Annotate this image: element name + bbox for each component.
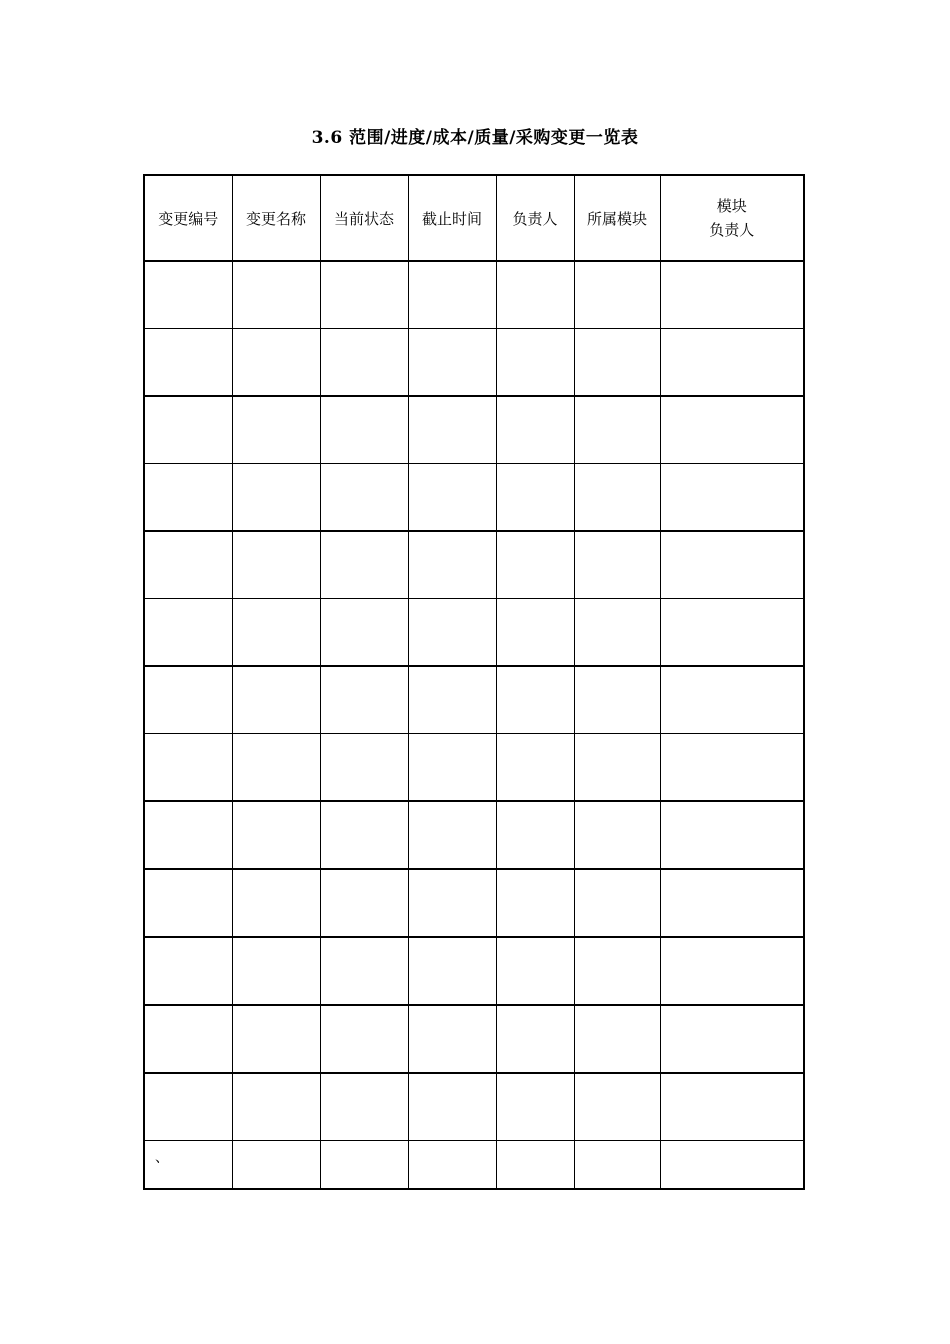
table-cell xyxy=(574,801,660,869)
header-module-owner-line2: 负责人 xyxy=(709,221,755,239)
table-cell xyxy=(496,599,574,667)
table-row xyxy=(144,666,804,734)
table-row xyxy=(144,396,804,464)
table-row xyxy=(144,599,804,667)
table-cell xyxy=(232,666,320,734)
table-cell xyxy=(496,666,574,734)
table-cell xyxy=(144,396,232,464)
table-cell xyxy=(232,937,320,1005)
table-cell xyxy=(408,531,496,599)
table-cell xyxy=(320,1005,408,1073)
table-cell xyxy=(660,531,804,599)
table-cell xyxy=(320,329,408,397)
table-cell xyxy=(574,261,660,329)
table-cell xyxy=(574,937,660,1005)
table-row xyxy=(144,801,804,869)
table-cell xyxy=(144,666,232,734)
table-cell xyxy=(496,1141,574,1190)
table-cell xyxy=(496,1005,574,1073)
table-cell xyxy=(320,734,408,802)
table-cell xyxy=(320,937,408,1005)
table-cell xyxy=(320,396,408,464)
table-cell xyxy=(144,599,232,667)
table-row xyxy=(144,464,804,532)
table-cell xyxy=(660,1073,804,1141)
header-change-name: 变更名称 xyxy=(232,175,320,261)
header-owner: 负责人 xyxy=(496,175,574,261)
table-cell xyxy=(232,1141,320,1190)
table-row xyxy=(144,531,804,599)
table-cell xyxy=(660,1005,804,1073)
table-cell xyxy=(320,531,408,599)
table-cell xyxy=(320,464,408,532)
table-cell xyxy=(496,1073,574,1141)
table-cell xyxy=(660,396,804,464)
table-cell xyxy=(144,869,232,937)
table-cell xyxy=(496,396,574,464)
table-cell xyxy=(408,329,496,397)
table-row xyxy=(144,1073,804,1141)
document-title: 3.6 范围/进度/成本/质量/采购变更一览表 xyxy=(311,128,639,148)
table-cell xyxy=(496,329,574,397)
change-list-table xyxy=(143,174,805,1190)
table-cell xyxy=(232,464,320,532)
table-cell xyxy=(574,666,660,734)
table-row xyxy=(144,937,804,1005)
table-cell xyxy=(496,937,574,1005)
table-cell xyxy=(320,1141,408,1190)
table-cell xyxy=(320,666,408,734)
table-cell xyxy=(574,464,660,532)
table-cell xyxy=(320,801,408,869)
table-cell xyxy=(496,261,574,329)
table-cell xyxy=(574,734,660,802)
table-cell xyxy=(408,734,496,802)
table-cell xyxy=(408,937,496,1005)
header-current-status: 当前状态 xyxy=(320,175,408,261)
header-change-id: 变更编号 xyxy=(144,175,232,261)
table-cell xyxy=(660,734,804,802)
table-cell xyxy=(496,531,574,599)
table-cell xyxy=(574,1141,660,1190)
table-cell xyxy=(574,869,660,937)
table-cell xyxy=(320,599,408,667)
table-row xyxy=(144,261,804,329)
table-cell xyxy=(408,1005,496,1073)
table-cell xyxy=(144,329,232,397)
header-module-owner-line1: 模块 xyxy=(716,197,747,215)
table-cell xyxy=(144,464,232,532)
table-cell xyxy=(232,396,320,464)
header-module: 所属模块 xyxy=(574,175,660,261)
header-module-owner xyxy=(660,175,804,261)
table-cell xyxy=(496,801,574,869)
table-cell xyxy=(144,734,232,802)
table-cell xyxy=(320,1073,408,1141)
table-cell xyxy=(232,261,320,329)
table-cell xyxy=(144,1073,232,1141)
table-row xyxy=(144,869,804,937)
table-cell xyxy=(232,801,320,869)
table-cell xyxy=(320,869,408,937)
table-cell xyxy=(408,801,496,869)
header-deadline: 截止时间 xyxy=(408,175,496,261)
table-cell xyxy=(144,531,232,599)
table-cell xyxy=(660,869,804,937)
table-row xyxy=(144,329,804,397)
table-cell xyxy=(232,599,320,667)
table-cell xyxy=(144,1005,232,1073)
table-cell xyxy=(660,261,804,329)
table-body xyxy=(144,261,804,1189)
table-cell xyxy=(232,734,320,802)
table-cell xyxy=(574,1073,660,1141)
table-cell xyxy=(232,1005,320,1073)
table-cell xyxy=(408,599,496,667)
table-cell xyxy=(408,396,496,464)
table-cell xyxy=(660,666,804,734)
table-cell xyxy=(144,801,232,869)
table-cell xyxy=(574,329,660,397)
table-cell xyxy=(574,396,660,464)
table-cell xyxy=(496,734,574,802)
table-header-row xyxy=(144,175,804,261)
table-cell xyxy=(574,1005,660,1073)
table-cell xyxy=(320,261,408,329)
table-cell xyxy=(144,261,232,329)
table-cell xyxy=(408,464,496,532)
table-cell xyxy=(408,666,496,734)
table-cell xyxy=(232,1073,320,1141)
last-row-mark: 、 xyxy=(144,1141,232,1190)
table-row xyxy=(144,734,804,802)
table-cell xyxy=(660,1141,804,1190)
table-cell xyxy=(232,329,320,397)
table-cell xyxy=(660,464,804,532)
table-cell xyxy=(408,869,496,937)
table-cell xyxy=(232,531,320,599)
table-cell xyxy=(496,464,574,532)
table-cell xyxy=(574,531,660,599)
table-cell xyxy=(144,937,232,1005)
table-cell xyxy=(408,261,496,329)
table-cell xyxy=(660,801,804,869)
table-cell xyxy=(660,599,804,667)
table-cell xyxy=(408,1141,496,1190)
table-cell xyxy=(660,329,804,397)
table-cell xyxy=(660,937,804,1005)
table-row-last xyxy=(144,1141,804,1190)
table-cell xyxy=(232,869,320,937)
table-cell xyxy=(496,869,574,937)
table-row xyxy=(144,1005,804,1073)
table-cell xyxy=(408,1073,496,1141)
table-cell xyxy=(574,599,660,667)
